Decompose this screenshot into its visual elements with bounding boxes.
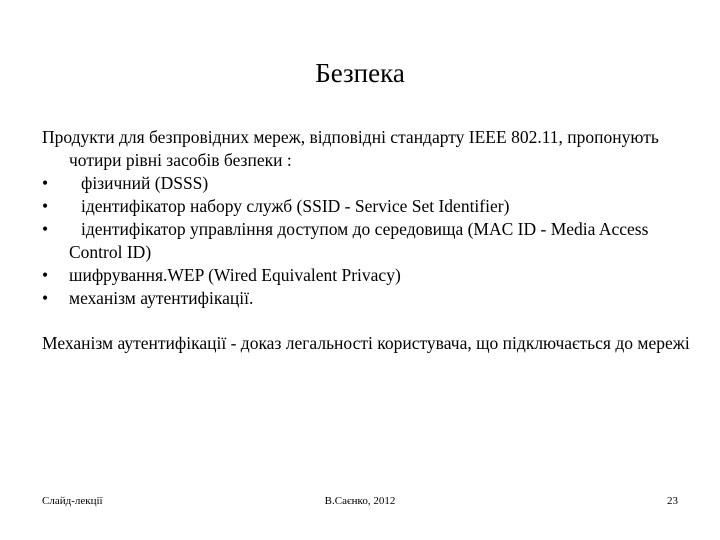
bullet-icon: •: [42, 196, 49, 216]
slide-body: [42, 126, 692, 355]
list-item-text: ідентифікатор набору служб (SSID - Service Set Identifier): [81, 196, 510, 216]
list-item: [42, 172, 692, 195]
intro-paragraph: Продукти для безпровідних мереж, відповідні стандарту IEEE 802.11, пропонують чотири рівні засобів безпеки :: [42, 127, 659, 170]
bullet-icon: •: [42, 219, 49, 239]
slide-title: Безпека: [315, 58, 405, 88]
list-item: [42, 264, 692, 287]
list-item-text: шифрування.WEP (Wired Equivalent Privacy): [69, 265, 401, 285]
list-item-text: ідентифікатор управління доступом до середовища (MAC ID - Media Access Control ID): [69, 219, 649, 262]
bullet-icon: •: [42, 265, 49, 285]
footer-left-label: Слайд-лекції: [42, 495, 103, 507]
page-number: 23: [667, 495, 678, 507]
list-item-text: механізм аутентифікації.: [69, 288, 254, 308]
list-item: [42, 195, 692, 218]
list-item: [42, 218, 692, 264]
list-item-text: фізичний (DSSS): [81, 173, 209, 193]
list-item: [42, 287, 692, 310]
bullet-icon: •: [42, 173, 49, 193]
security-levels-list: [42, 172, 692, 310]
bullet-icon: •: [42, 288, 49, 308]
authentication-paragraph: Механізм аутентифікації - доказ легальності користувача, що підключається до мережі: [42, 333, 690, 353]
footer-author: В.Саєнко, 2012: [324, 495, 396, 507]
